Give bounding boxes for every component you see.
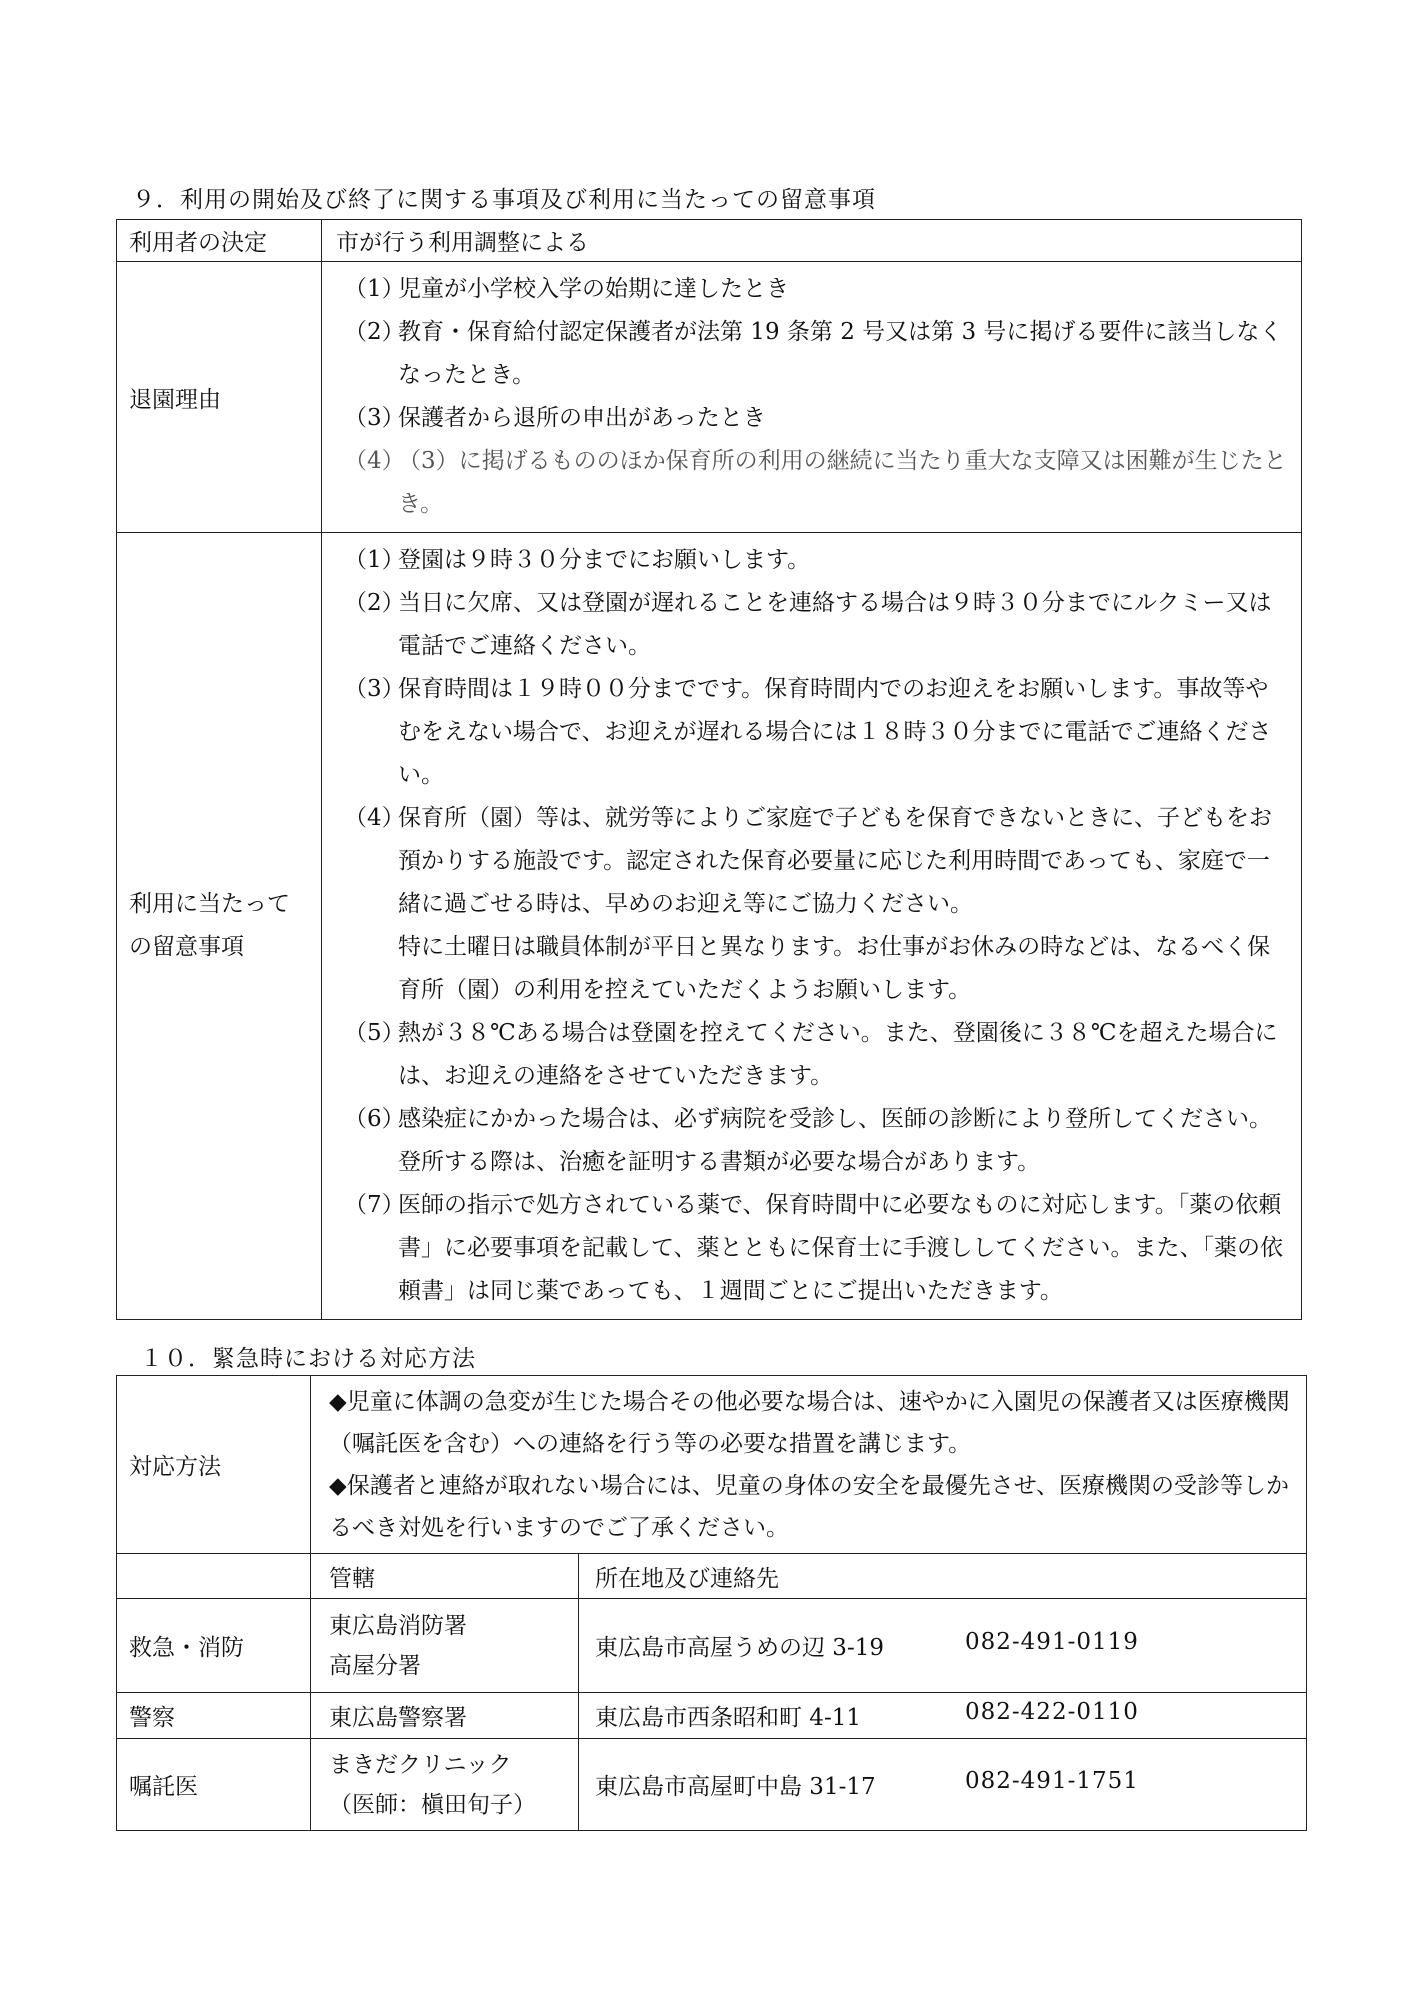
contact-name-line1: まきだクリニック xyxy=(329,1751,512,1778)
contact-details xyxy=(595,1768,1294,1801)
list-item xyxy=(344,582,1287,668)
contact-location xyxy=(579,1739,1307,1831)
list-item xyxy=(344,440,1287,526)
contact-phone: 082-491-0119 xyxy=(965,1629,1139,1655)
table-row xyxy=(117,1599,1307,1693)
item-number: （7） xyxy=(344,1192,405,1218)
table-row xyxy=(117,1693,1307,1739)
item-number: （4） xyxy=(344,448,405,474)
contact-location xyxy=(579,1599,1307,1693)
contact-name xyxy=(311,1693,579,1739)
contact-label: 救急・消防 xyxy=(117,1599,311,1693)
contact-name xyxy=(311,1739,579,1831)
notes-content xyxy=(322,533,1302,1320)
item-text: 教育・保育給付認定保護者が法第 19 条第 2 号又は第 3 号に掲げる要件に該当しなくなったとき。 xyxy=(398,319,1283,388)
contact-label: 嘱託医 xyxy=(117,1739,311,1831)
table-row xyxy=(117,1739,1307,1831)
section-9-heading: ９．利用の開始及び終了に関する事項及び利用に当たっての留意事項 xyxy=(132,187,876,213)
list-item xyxy=(344,797,1287,926)
item-text: 児童が小学校入学の始期に達したとき xyxy=(398,276,789,302)
table-row-decision xyxy=(117,220,1302,262)
list-item xyxy=(344,1184,1287,1313)
list-item xyxy=(344,268,1287,311)
item-text: 保護者から退所の申出があったとき xyxy=(398,405,766,431)
table-row-withdrawal xyxy=(117,262,1302,533)
response-paragraph-1: ◆児童に体調の急変が生じた場合その他必要な場合は、速やかに入園児の保護者又は医療機関（嘱託医を含む）への連絡を行う等の必要な措置を講じます。 xyxy=(329,1388,1290,1457)
response-paragraph-2: ◆保護者と連絡が取れない場合には、児童の身体の安全を最優先させ、医療機関の受診等しかるべき対処を行いますのでご了承ください。 xyxy=(329,1472,1289,1541)
jurisdiction-header: 管轄 xyxy=(311,1554,579,1599)
saturday-note: 特に土曜日は職員体制が平日と異なります。お仕事がお休みの時などは、なるべく保育所（園）の利用を控えていただくようお願いします。 xyxy=(398,934,1271,1003)
response-content xyxy=(311,1376,1307,1554)
withdrawal-label: 退園理由 xyxy=(117,262,322,533)
contact-name-line2: （医師：槇田旬子） xyxy=(329,1791,536,1818)
item-number: （3） xyxy=(344,405,405,431)
item-number: （1） xyxy=(344,547,405,573)
response-label: 対応方法 xyxy=(117,1376,311,1554)
item-text: （3）に掲げるもののほか保育所の利用の継続に当たり重大な支障又は困難が生じたとき。 xyxy=(398,448,1287,517)
item-text: 医師の指示で処方されている薬で、保育時間中に必要なものに対応します。「薬の依頼書」に必要事項を記載して、薬とともに保育士に手渡ししてください。また、「薬の依頼書」は同じ薬であっても、１週間ごとにご提出いただきます。 xyxy=(398,1192,1284,1304)
item-text: 保育時間は１９時００分までです。保育時間内でのお迎えをお願いします。事故等やむをえない場合で、お迎えが遅れる場合には１８時３０分までに電話でご連絡ください。 xyxy=(398,676,1272,788)
contact-name-line2: 高屋分署 xyxy=(329,1652,421,1679)
empty-header-cell xyxy=(117,1554,311,1599)
item-number: （3） xyxy=(344,676,405,702)
notes-label-line2: の留意事項 xyxy=(129,934,244,960)
contact-phone: 082-422-0110 xyxy=(965,1699,1139,1725)
table-row-response xyxy=(117,1376,1307,1554)
contact-address: 東広島市高屋うめの辺 3-19 xyxy=(595,1635,884,1661)
withdrawal-reasons xyxy=(322,262,1302,533)
item-text: 登園は９時３０分までにお願いします。 xyxy=(398,547,811,573)
list-item xyxy=(344,1012,1287,1098)
item-number: （2） xyxy=(344,319,405,345)
list-item xyxy=(344,311,1287,397)
contact-details xyxy=(595,1629,1294,1662)
notes-label-line1: 利用に当たって xyxy=(129,891,290,917)
section-10-table xyxy=(116,1375,1307,1831)
item-text: 熱が３８℃ある場合は登園を控えてください。また、登園後に３８℃を超えた場合には、お迎えの連絡をさせていただきます。 xyxy=(398,1020,1278,1089)
item-text: 感染症にかかった場合は、必ず病院を受診し、医師の診断により登所してください。登所する際は、治癒を証明する書類が必要な場合があります。 xyxy=(398,1106,1272,1175)
contact-address: 東広島市西条昭和町 4-11 xyxy=(595,1705,861,1731)
list-item xyxy=(344,1098,1287,1184)
list-item xyxy=(344,397,1287,440)
decision-value: 市が行う利用調整による xyxy=(322,220,1302,262)
item-number: （2） xyxy=(344,590,405,616)
contact-name-line1: 東広島警察署 xyxy=(329,1705,467,1731)
contact-name-line1: 東広島消防署 xyxy=(329,1612,467,1639)
contact-name xyxy=(311,1599,579,1693)
item-number: （6） xyxy=(344,1106,405,1132)
location-header: 所在地及び連絡先 xyxy=(579,1554,1307,1599)
item-text: 保育所（園）等は、就労等によりご家庭で子どもを保育できないときに、子どもをお預かりする施設です。認定された保育必要量に応じた利用時間であっても、家庭で一緒に過ごせる時は、早めのお迎え等にご協力ください。 xyxy=(398,805,1272,917)
list-item xyxy=(344,668,1287,797)
contact-phone: 082-491-1751 xyxy=(965,1768,1139,1794)
decision-label: 利用者の決定 xyxy=(117,220,322,262)
item-number: （4） xyxy=(344,805,405,831)
item-text: 当日に欠席、又は登園が遅れることを連絡する場合は９時３０分までにルクミー又は電話でご連絡ください。 xyxy=(398,590,1272,659)
notes-label xyxy=(117,533,322,1320)
item-number: （5） xyxy=(344,1020,405,1046)
contact-details xyxy=(595,1699,1294,1732)
section-9-table xyxy=(116,219,1302,1320)
list-item xyxy=(344,539,1287,582)
contact-label: 警察 xyxy=(117,1693,311,1739)
contact-location xyxy=(579,1693,1307,1739)
table-row-headers xyxy=(117,1554,1307,1599)
section-10-heading: １０．緊急時における対応方法 xyxy=(140,1346,476,1372)
table-row-notes xyxy=(117,533,1302,1320)
contact-address: 東広島市高屋町中島 31-17 xyxy=(595,1774,876,1800)
item-number: （1） xyxy=(344,276,405,302)
